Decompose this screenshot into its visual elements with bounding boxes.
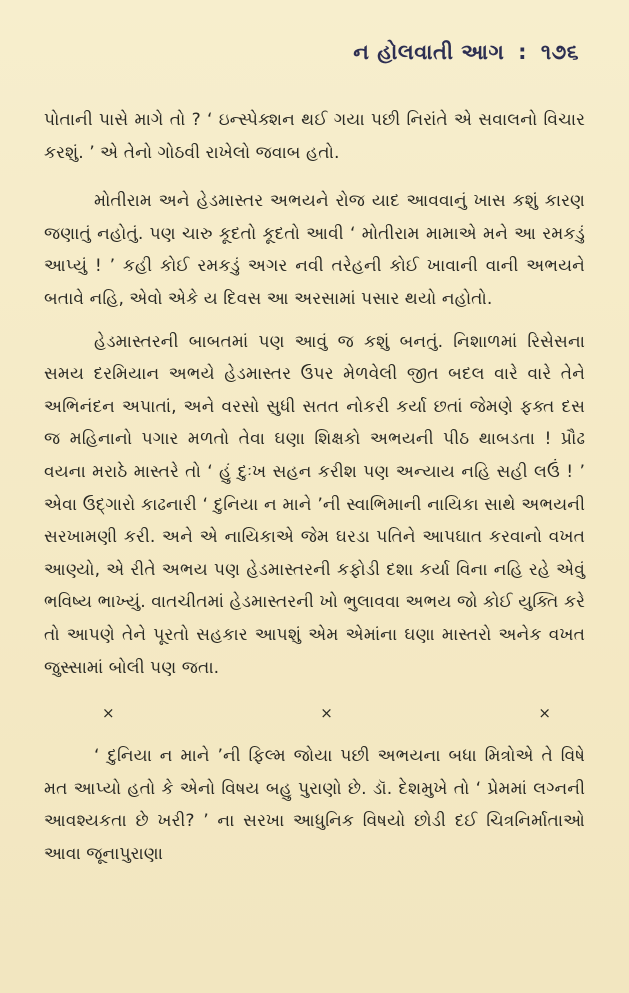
section-break-mark-3: × <box>538 704 551 723</box>
paragraph-4: ‘ દુનિયા ન માને ’ની ફિલ્મ જોયા પછી અભયના બધા મિત્રોએ તે વિષે મત આપ્યો હતો કે એનો વિષય બહુ પુરાણો છે. ડૉ. દેશમુખે તો ‘ પ્રેમમાં લગ્નની આવશ્યકતા છે ખરી? ’ ના સરખા આધુનિક વિષયો છોડી દઈ ચિત્રનિર્માતાઓ આવા જૂનાપુરાણા <box>44 746 585 864</box>
running-head-separator: : <box>518 40 528 64</box>
section-break-mark-1: × <box>102 704 115 723</box>
paragraph-2: મોતીરામ અને હેડમાસ્તર અભયને રોજ યાદ આવવાનું ખાસ કશું કારણ જણાતું નહોતું. પણ ચારુ કૂદતો કૂદતો આવી ‘ મોતીરામ મામાએ મને આ રમકડું આપ્યું ! ’ કહી કોઈ રમકડું અગર નવી તરેહની કોઈ ખાવાની વાની અભયને બતાવે નહિ, એવો એકે ય દિવસ આ અરસામાં પસાર થયો નહોતો. <box>44 191 585 309</box>
paragraph-3: હેડમાસ્તરની બાબતમાં પણ આવું જ કશું બનતું. નિશાળમાં રિસેસના સમય દરમિયાન અભયે હેડમાસ્તર ઉપર મેળવેલી જીત બદલ વારે વારે તેને અભિનંદન અપાતાં, અને વરસો સુધી સતત નોકરી કર્યા છતાં જેમણે ફક્ત દસ જ મહિનાનો પગાર મળતો તેવા ઘણા શિક્ષકો અભયની પીઠ થાબડતા ! પ્રૌઢ વયના મરાઠે માસ્તરે તો ‘ હું દુઃખ સહન કરીશ પણ અન્યાય નહિ સહી લઉં ! ’ એવા ઉદ્ગારો કાઢનારી ‘ દુનિયા ન માને ’ની સ્વાભિમાની નાયિકા સાથે અભયની સરખામણી કરી. અને એ નાયિકાએ જેમ ઘરડા પતિને આપઘાત કરવાનો વખત આણ્યો, એ રીતે અભય પણ હેડમાસ્તરની કફોડી દશા કર્યા વિના નહિ રહે એવું ભવિષ્ય ભાખ્યું. વાતચીતમાં હેડમાસ્તરની ખો ભુલાવવા અભય જો કોઈ યુક્તિ કરે તો આપણે તેને પૂરતો સહકાર આપશું એમ એમાંના ઘણા માસ્તરો અનેક વખત જુસ્સામાં બોલી પણ જતા. <box>44 331 585 678</box>
paragraph-1: પોતાની પાસે માગે તો ? ‘ ઇન્સ્પેક્શન થઈ ગયા પછી નિરાંતે એ સવાલનો વિચાર કરશું. ’ એ તેનો ગોઠવી રાખેલો જવાબ હતો. <box>44 110 585 163</box>
section-break <box>44 704 585 722</box>
section-break-mark-2: × <box>320 704 333 723</box>
running-head <box>44 40 579 74</box>
running-head-title: ન હોલવાતી આગ <box>353 40 505 64</box>
page-number: ૧૭૬ <box>540 40 579 64</box>
